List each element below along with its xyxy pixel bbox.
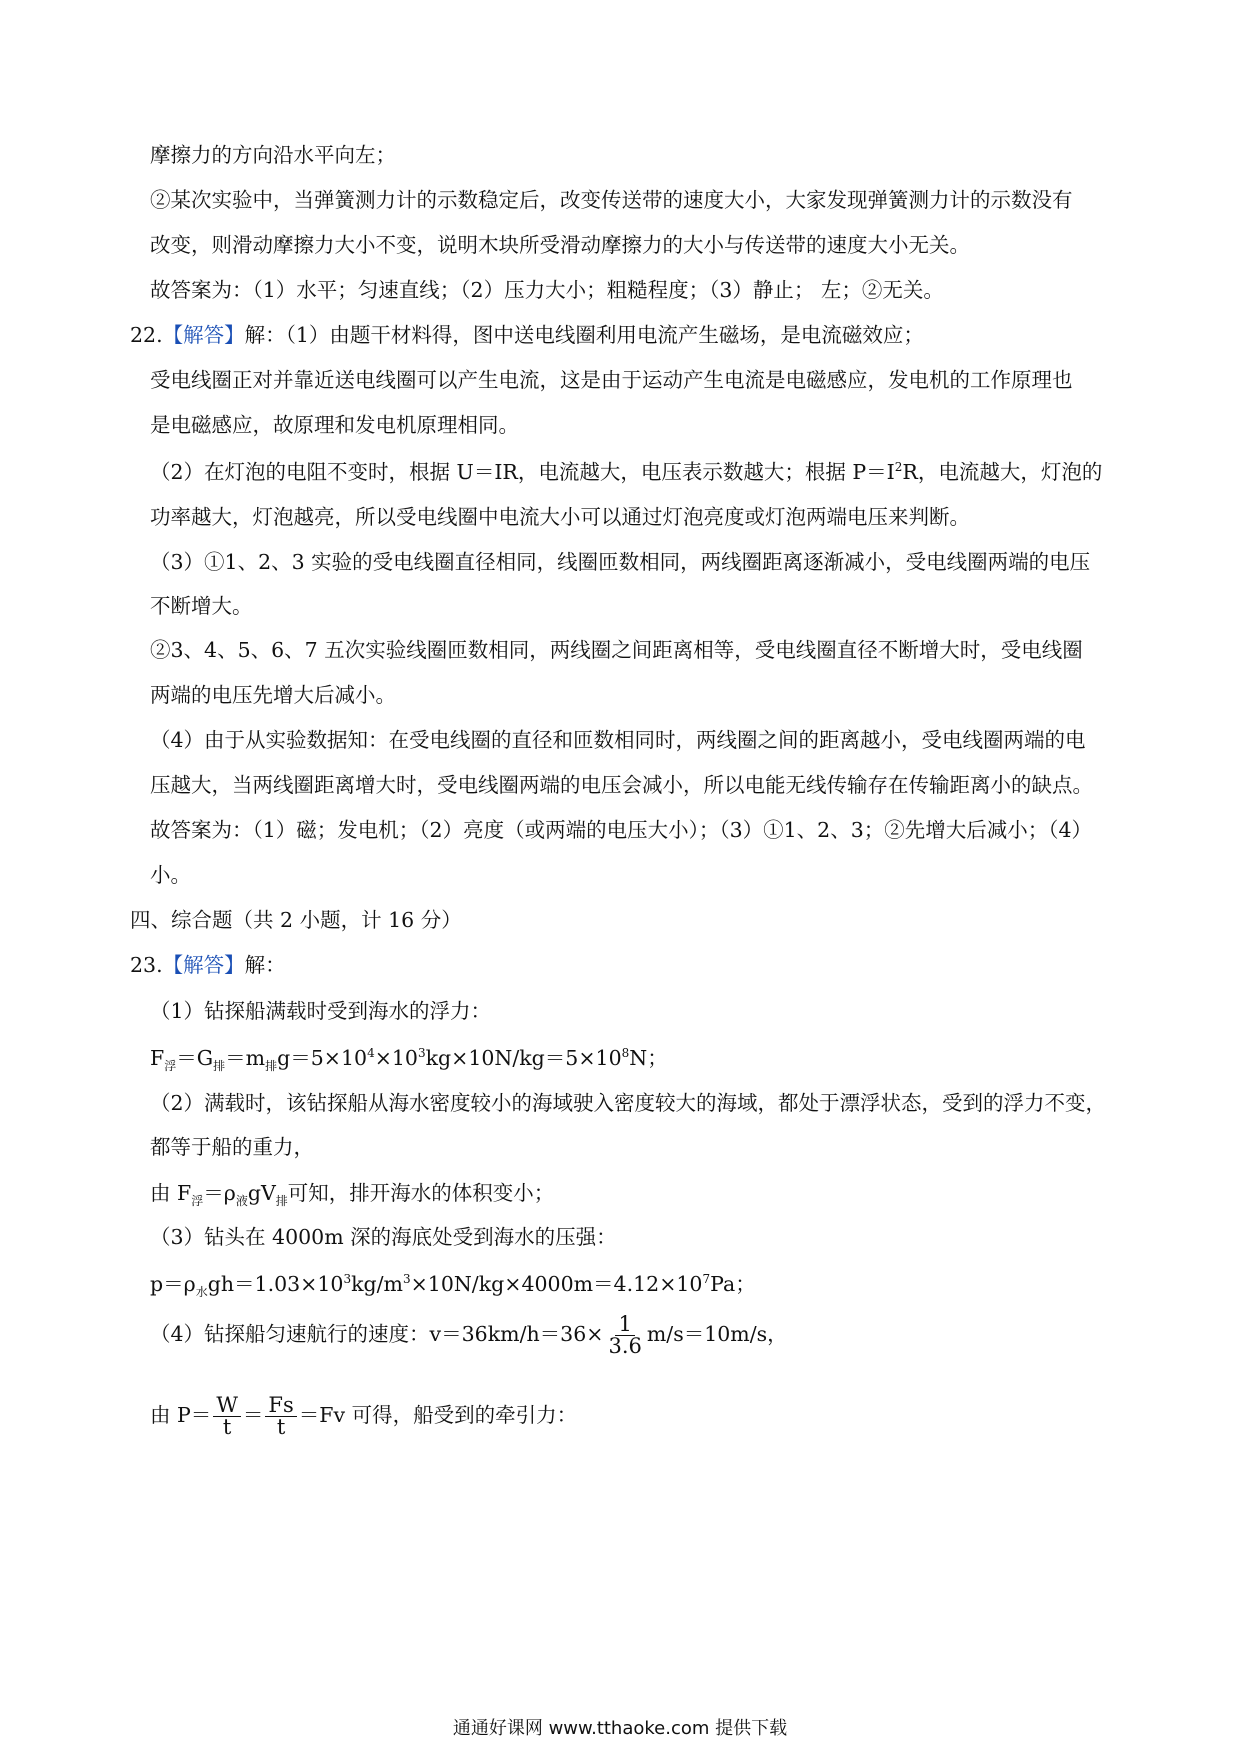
formula-power bbox=[150, 1395, 577, 1438]
fraction-denominator: t bbox=[222, 1415, 232, 1439]
formula-pressure bbox=[150, 1269, 756, 1299]
math-text: gV bbox=[247, 1181, 276, 1205]
question-23-header bbox=[130, 950, 286, 980]
superscript: 3 bbox=[343, 1272, 352, 1287]
text-line: ②某次实验中，当弹簧测力计的示数稳定后，改变传送带的速度大小，大家发现弹簧测力计的示数没有 bbox=[150, 188, 1073, 212]
text-line: 不断增大。 bbox=[150, 594, 253, 618]
text-span: （2）在灯泡的电阻不变时，根据 U＝IR，电流越大，电压表示数越大；根据 P＝I bbox=[150, 460, 895, 484]
superscript: 8 bbox=[621, 1046, 630, 1061]
text-line: 是电磁感应，故原理和发电机原理相同。 bbox=[150, 413, 519, 437]
math-text: ×10N/kg×4000m＝4.12×10 bbox=[410, 1272, 703, 1296]
text-span: 解： bbox=[244, 953, 286, 977]
formula-speed bbox=[150, 1314, 788, 1357]
text-line: 改变，则滑动摩擦力大小不变，说明木块所受滑动摩擦力的大小与传送带的速度大小无关。 bbox=[150, 233, 970, 257]
text-line: 两端的电压先增大后减小。 bbox=[150, 683, 396, 707]
text-span: R，电流越大，灯泡的 bbox=[902, 460, 1103, 484]
fraction-numerator: 1 bbox=[615, 1314, 634, 1336]
text-line: （4）由于从实验数据知：在受电线圈的直径和匝数相同时，两线圈之间的距离越小，受电线圈两端的电 bbox=[150, 728, 1086, 752]
math-text: ＝ bbox=[242, 1403, 264, 1427]
superscript: 2 bbox=[894, 460, 903, 475]
math-text: ＝Fv 可得，船受到的牵引力： bbox=[298, 1403, 578, 1427]
text-line: 故答案为：（1）水平；匀速直线；（2）压力大小；粗糙程度；（3）静止； 左；②无关。 bbox=[150, 278, 944, 302]
math-text: 可知，排开海水的体积变小； bbox=[287, 1181, 555, 1205]
subscript: 排 bbox=[265, 1059, 278, 1074]
math-text: g＝5×10 bbox=[277, 1046, 368, 1070]
answer-tag: 【解答】 bbox=[162, 323, 245, 347]
question-number: 23. bbox=[130, 953, 163, 977]
subscript: 液 bbox=[235, 1194, 248, 1209]
superscript: 4 bbox=[367, 1046, 375, 1061]
question-22-header bbox=[130, 320, 924, 350]
text-line: （3）①1、2、3 实验的受电线圈直径相同，线圈匝数相同，两线圈距离逐渐减小，受电线圈两端的电压 bbox=[150, 550, 1091, 574]
superscript: 7 bbox=[702, 1272, 711, 1287]
fraction-numerator: Fs bbox=[265, 1395, 296, 1417]
math-text: ＝m bbox=[225, 1046, 266, 1070]
math-text: N； bbox=[629, 1046, 668, 1070]
fraction bbox=[213, 1395, 241, 1438]
math-text: 由 P＝ bbox=[150, 1403, 212, 1427]
fraction-denominator: t bbox=[276, 1415, 286, 1439]
subscript: 排 bbox=[213, 1059, 226, 1074]
math-text: ×10 bbox=[374, 1046, 418, 1070]
math-text: gh＝1.03×10 bbox=[207, 1272, 344, 1296]
section-heading: 四、综合题（共 2 小题，计 16 分） bbox=[130, 908, 462, 932]
fraction bbox=[605, 1314, 644, 1357]
math-text: F bbox=[150, 1046, 165, 1070]
text-line: 小。 bbox=[150, 863, 191, 887]
fraction-numerator: W bbox=[213, 1395, 241, 1417]
math-text: Pa； bbox=[710, 1272, 756, 1296]
text-line: 故答案为：（1）磁；发电机；（2）亮度（或两端的电压大小）；（3）①1、2、3；②先增大后减小；（4） bbox=[150, 818, 1093, 842]
math-text: kg×10N/kg＝5×10 bbox=[425, 1046, 622, 1070]
text-line bbox=[150, 457, 1102, 487]
math-text: ＝G bbox=[176, 1046, 214, 1070]
text-line: 功率越大，灯泡越亮，所以受电线圈中电流大小可以通过灯泡亮度或灯泡两端电压来判断。 bbox=[150, 505, 970, 529]
math-text: kg/m bbox=[351, 1272, 403, 1296]
text-line: 摩擦力的方向沿水平向左； bbox=[150, 143, 396, 167]
question-number: 22. bbox=[130, 323, 163, 347]
text-line: 压越大，当两线圈距离增大时，受电线圈两端的电压会减小，所以电能无线传输存在传输距离小的缺点。 bbox=[150, 773, 1093, 797]
fraction bbox=[265, 1395, 296, 1438]
subscript: 浮 bbox=[191, 1194, 204, 1209]
subscript: 浮 bbox=[164, 1059, 177, 1074]
subscript: 水 bbox=[195, 1285, 208, 1300]
math-text: ＝ρ bbox=[203, 1181, 236, 1205]
text-line: ②3、4、5、6、7 五次实验线圈匝数相同，两线圈之间距离相等，受电线圈直径不断增大时，受电线圈 bbox=[150, 638, 1083, 662]
text-line: （1）钻探船满载时受到海水的浮力： bbox=[150, 999, 492, 1023]
text-line: 都等于船的重力， bbox=[150, 1135, 314, 1159]
superscript: 3 bbox=[417, 1046, 426, 1061]
page-footer: 通通好课网 www.tthaoke.com 提供下载 bbox=[452, 1718, 788, 1739]
formula-buoyancy bbox=[150, 1043, 668, 1073]
math-text: （4）钻探船匀速航行的速度：v＝36km/h＝36× bbox=[150, 1322, 604, 1346]
formula-volume bbox=[150, 1178, 554, 1208]
text-line: 受电线圈正对并靠近送电线圈可以产生电流，这是由于运动产生电流是电磁感应，发电机的工作原理也 bbox=[150, 368, 1073, 392]
math-text: 由 F bbox=[150, 1181, 192, 1205]
text-line: （3）钻头在 4000m 深的海底处受到海水的压强： bbox=[150, 1225, 617, 1249]
math-text: p＝ρ bbox=[150, 1272, 196, 1296]
math-text: m/s＝10m/s， bbox=[646, 1322, 788, 1346]
fraction-denominator: 3.6 bbox=[608, 1334, 642, 1358]
text-span: 解：（1）由题干材料得，图中送电线圈利用电流产生磁场，是电流磁效应； bbox=[244, 323, 924, 347]
answer-tag: 【解答】 bbox=[162, 953, 245, 977]
superscript: 3 bbox=[402, 1272, 411, 1287]
subscript: 排 bbox=[275, 1194, 288, 1209]
text-line: （2）满载时，该钻探船从海水密度较小的海域驶入密度较大的海域，都处于漂浮状态，受到的浮力不变， bbox=[150, 1091, 1107, 1115]
